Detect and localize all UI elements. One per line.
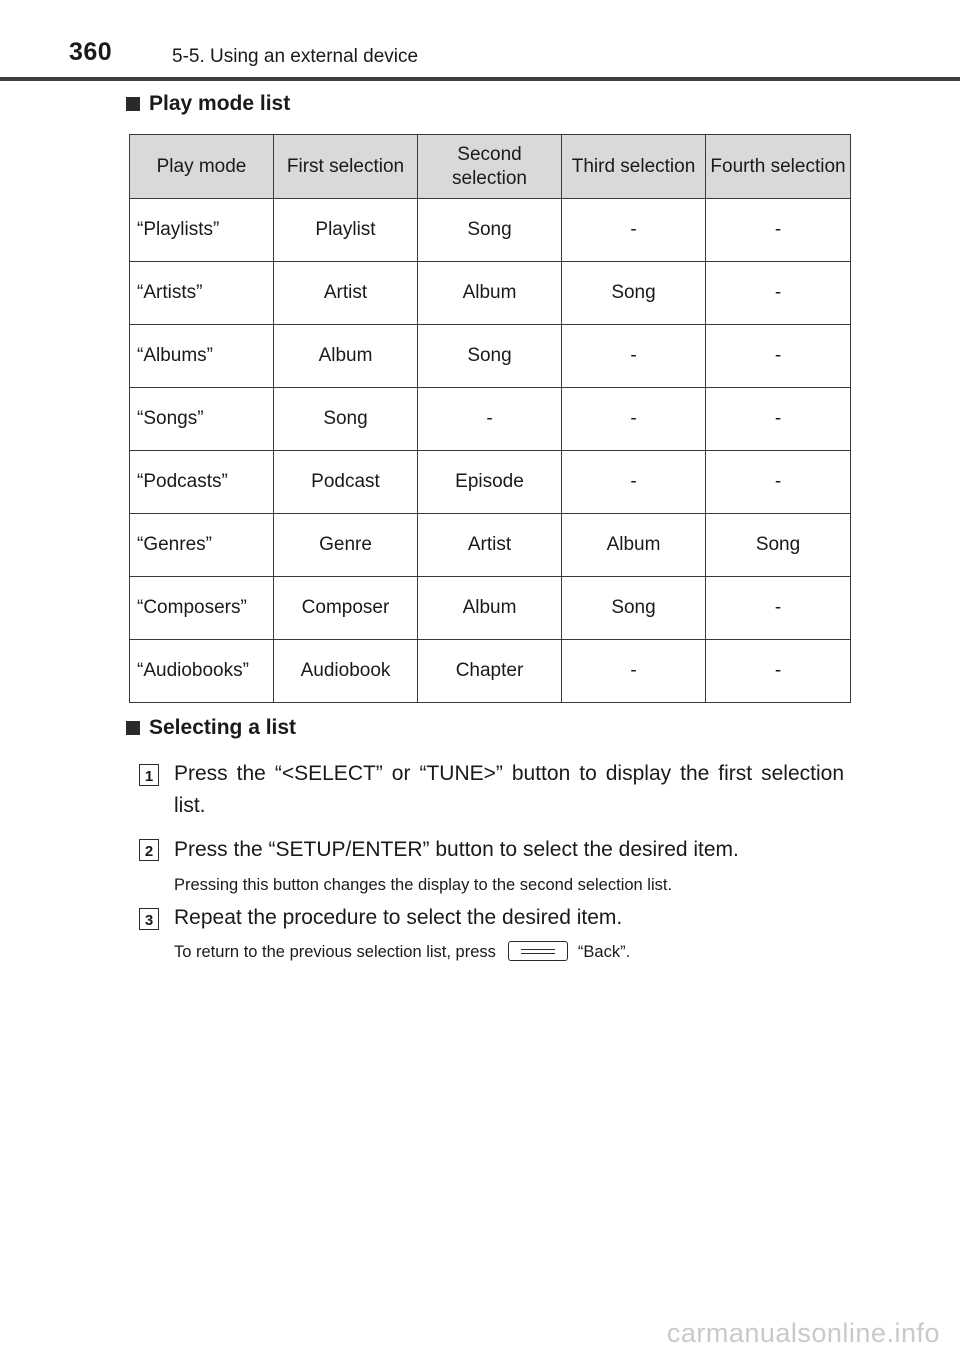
table-cell: Album	[418, 577, 562, 640]
table-cell: Song	[562, 262, 706, 325]
table-cell: -	[562, 451, 706, 514]
step-text: Press the “<SELECT” or “TUNE>” button to display the first selection list.	[174, 762, 844, 817]
table-cell: “Songs”	[130, 388, 274, 451]
step-note: Pressing this button changes the display to the second selection list.	[174, 876, 673, 894]
bullet-square-icon	[126, 721, 140, 735]
table-cell: -	[706, 325, 851, 388]
table-row	[130, 199, 851, 262]
table-row	[130, 514, 851, 577]
table-cell: -	[706, 640, 851, 703]
step-number-badge: 1	[139, 764, 159, 786]
table-row	[130, 451, 851, 514]
step-text: Repeat the procedure to select the desired item.	[174, 906, 623, 929]
table-cell: Song	[418, 199, 562, 262]
bullet-square-icon	[126, 97, 140, 111]
step-text: Press the “SETUP/ENTER” button to select the desired item.	[174, 838, 739, 861]
step-number-badge: 3	[139, 908, 159, 930]
table-cell: “Podcasts”	[130, 451, 274, 514]
table-cell: -	[562, 388, 706, 451]
table-cell: “Playlists”	[130, 199, 274, 262]
table-cell: -	[562, 325, 706, 388]
table-cell: Song	[274, 388, 418, 451]
play-mode-list-heading	[126, 92, 290, 116]
table-cell: -	[706, 388, 851, 451]
table-cell: Artist	[274, 262, 418, 325]
step-note	[174, 941, 844, 963]
table-cell: -	[418, 388, 562, 451]
table-cell: -	[562, 199, 706, 262]
column-header: Third selection	[562, 135, 706, 199]
heading-text: Play mode list	[149, 92, 291, 115]
table-row	[130, 262, 851, 325]
table-cell: -	[562, 640, 706, 703]
table-cell: Album	[418, 262, 562, 325]
table-cell: “Genres”	[130, 514, 274, 577]
back-button-icon	[508, 941, 568, 961]
table-cell: Episode	[418, 451, 562, 514]
section-title: 5-5. Using an external device	[172, 46, 419, 67]
table-row	[130, 577, 851, 640]
table-cell: “Artists”	[130, 262, 274, 325]
column-header: Play mode	[130, 135, 274, 199]
table-cell: Album	[562, 514, 706, 577]
table-cell: Artist	[418, 514, 562, 577]
table-cell: -	[706, 451, 851, 514]
column-header: Fourth selection	[706, 135, 851, 199]
table-cell: “Composers”	[130, 577, 274, 640]
table-cell: Album	[274, 325, 418, 388]
heading-text: Selecting a list	[149, 716, 297, 739]
header-divider	[0, 77, 960, 81]
table-cell: “Audiobooks”	[130, 640, 274, 703]
watermark: carmanualsonline.info	[666, 1318, 940, 1348]
table-cell: Audiobook	[274, 640, 418, 703]
column-header: First selection	[274, 135, 418, 199]
table-cell: Song	[706, 514, 851, 577]
table-cell: Composer	[274, 577, 418, 640]
table-header-row	[130, 135, 851, 199]
table-cell: Genre	[274, 514, 418, 577]
table-cell: Song	[562, 577, 706, 640]
table-cell: Song	[418, 325, 562, 388]
table-cell: -	[706, 262, 851, 325]
selecting-a-list-heading	[126, 716, 296, 740]
table-cell: Podcast	[274, 451, 418, 514]
table-cell: -	[706, 577, 851, 640]
column-header: Second selection	[418, 135, 562, 199]
note-text-after: “Back”.	[577, 943, 631, 961]
table-cell: Playlist	[274, 199, 418, 262]
note-text-before: To return to the previous selection list, press	[174, 943, 496, 961]
table-cell: -	[706, 199, 851, 262]
page-number: 360	[69, 38, 113, 66]
table-cell: “Albums”	[130, 325, 274, 388]
step-number-badge: 2	[139, 839, 159, 861]
table-row	[130, 388, 851, 451]
table-cell: Chapter	[418, 640, 562, 703]
table-row	[130, 325, 851, 388]
table-row	[130, 640, 851, 703]
play-mode-table	[129, 134, 851, 703]
